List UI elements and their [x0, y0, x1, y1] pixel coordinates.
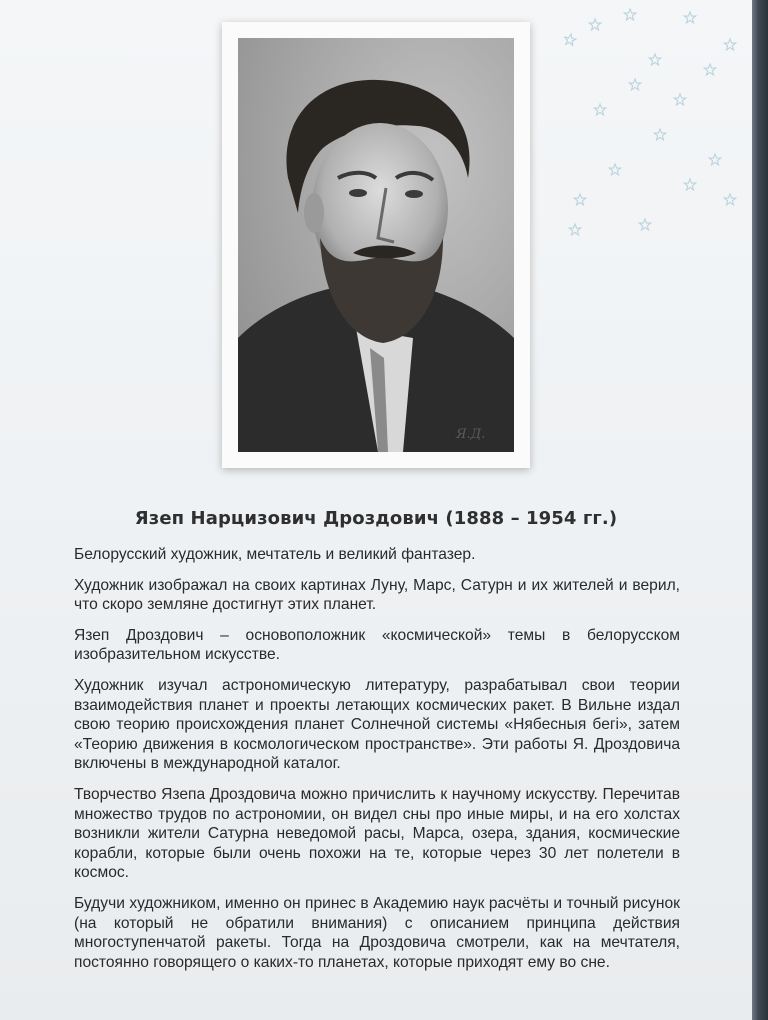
page-title: Язеп Нарцизович Дроздович (1888 – 1954 гг.): [134, 508, 618, 529]
portrait-photo: [238, 38, 514, 452]
portrait-frame: [222, 22, 530, 468]
paragraph: Язеп Дроздович – основоположник «космической» темы в белорусском изобразительном искусстве.: [74, 626, 680, 664]
paragraph: Белорусский художник, мечтатель и великий фантазер.: [74, 546, 476, 563]
paragraph: Будучи художником, именно он принес в Академию наук расчёты и точный рисунок (на который не обратили внимания) с описанием принципа действия многоступенчатой ракеты. Тогда на Дроздовича смотрели, как на мечтателя, постоянно говорящего о каких-то планетах, которые приходят ему во сне.: [74, 894, 680, 971]
book-edge: [752, 0, 768, 1020]
portrait-signature: Я.Д.: [456, 427, 486, 442]
portrait-illustration: [238, 38, 514, 452]
paragraph: Творчество Язепа Дроздовича можно причислить к научному искусству. Перечитав множество трудов по астрономии, он видел сны про иные миры, и на его холстах возникли жители Сатурна неведомой расы, Марса, озера, здания, космические корабли, которые были очень похожи на те, которые через 30 лет полетели в космос.: [74, 785, 680, 882]
paragraph: Художник изображал на своих картинах Луну, Марс, Сатурн и их жителей и верил, что скоро земляне достигнут этих планет.: [74, 576, 680, 614]
stars-decoration: [540, 0, 750, 250]
paragraph: Художник изучал астрономическую литературу, разрабатывал свои теории взаимодействия планет и проекты летающих космических ракет. В Вильне издал свою теорию происхождения планет Солнечной системы «Нябесныя бегі», затем «Теорию движения в космологическом пространстве». Эти работы Я. Дроздовича включены в международной каталог.: [74, 676, 680, 773]
biography-text: [74, 545, 680, 983]
